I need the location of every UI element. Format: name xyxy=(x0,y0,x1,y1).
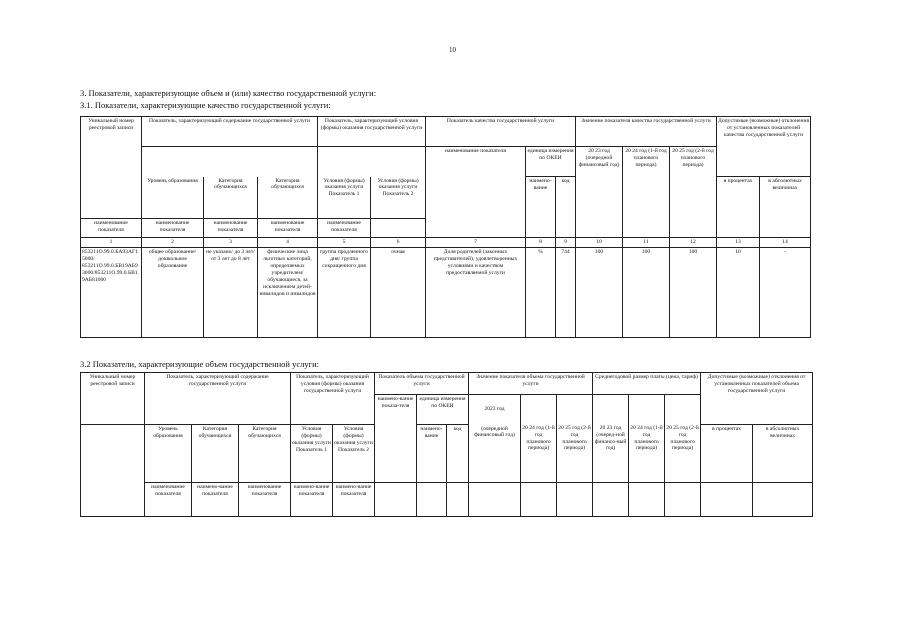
header-quality-indicator: Показатель качества государственной услуги xyxy=(426,117,576,147)
column-number: 12 xyxy=(670,238,717,248)
column-number: 9 xyxy=(556,238,576,248)
header-unit-code: код xyxy=(556,177,576,238)
header-education-level: Уровень образования xyxy=(145,425,192,483)
header-registry-spacer-bottom xyxy=(81,483,145,517)
header-indicator-name-category: наименование показателя xyxy=(142,219,204,238)
header-allowed-deviation: Допустимые (возможные) отклонения от установленных показателей объема государственной услуги xyxy=(701,373,813,425)
section-3-2-heading: 3.2 Показатели, характеризующие объем государственной услуги: xyxy=(80,359,320,369)
header-indicator-name-category-2: наименование показателя xyxy=(239,483,291,517)
header-unit-name: наимено-вание xyxy=(417,425,447,483)
header-content-spacer xyxy=(142,147,318,177)
volume-indicators-table xyxy=(80,372,813,517)
row-student-category: не указано/ до 3 лет/ от 3 лет до 8 лет xyxy=(204,247,258,337)
column-number: 8 xyxy=(526,238,556,248)
row-unit-name: % xyxy=(526,247,556,337)
empty-cell xyxy=(753,483,813,517)
header-conditions-spacer xyxy=(318,147,426,177)
header-indicator-name-cond-2: наимено-вание показателя xyxy=(333,483,375,517)
empty-cell xyxy=(375,483,417,517)
header-fee-2025: 20 25 год (2-й год планового периода) xyxy=(665,395,701,483)
header-indicator-name-level: наименование показателя xyxy=(81,219,142,238)
header-indicator-name-level: наименование показателя xyxy=(145,483,192,517)
header-fee-2023: 20 23 год (очеред-ной финансо-вый год) xyxy=(593,395,629,483)
empty-cell xyxy=(417,483,447,517)
header-fee-2024: 20 24 год (1-й год планового периода) xyxy=(629,395,665,483)
header-value-2023-sub: (очередной финансовый год) xyxy=(469,425,521,483)
header-value-2023: 2023 год xyxy=(469,395,521,425)
page-number: 10 xyxy=(449,46,456,54)
header-year-2024: 20 24 год (1-й год планового периода) xyxy=(623,147,670,238)
header-unit: единица измерения по ОКЕИ xyxy=(526,147,576,177)
empty-cell xyxy=(665,483,701,517)
header-deviation-percent: в процентах xyxy=(701,425,753,483)
empty-cell xyxy=(447,483,469,517)
header-deviation-percent: в процентах xyxy=(717,177,760,238)
column-number: 3 xyxy=(204,238,258,248)
row-indicator: Доля родителей (законных представителей), удовлетворенных условиями и качеством предоставляемой услуги xyxy=(426,247,526,337)
row-value-2024: 100 xyxy=(623,247,670,337)
column-number: 11 xyxy=(623,238,670,248)
header-indicator-name-cond-1: наимено-вание показателя xyxy=(291,483,333,517)
empty-cell xyxy=(557,483,593,517)
header-unit-code: код xyxy=(447,425,469,483)
empty-cell xyxy=(469,483,521,517)
row-value-2023: 100 xyxy=(576,247,623,337)
header-allowed-deviation: Допустимые (возможные) отклонения от установленных показателей качества государственной услуги xyxy=(717,117,811,177)
header-registry-number: Уникальный номер реестровой записи xyxy=(81,117,142,219)
row-condition-1: группа продленного дня/ группа сокращенного дня xyxy=(318,247,371,337)
header-service-content: Показатель, характеризующий содержание государственной услуги xyxy=(142,117,318,147)
empty-cell xyxy=(701,483,753,517)
header-student-category-2: Категория обучающихся xyxy=(239,425,291,483)
header-unit-name: наимено-вание xyxy=(526,177,556,238)
header-service-conditions: Показатель, характеризующий условия (формы) оказания государственной услуги xyxy=(291,373,375,425)
row-registry-number: 853211О.99.0.БА93АГ15000/ 853211О.99.0.БВ19АБ93000/853211О.99.0.БВ19АБ81000 xyxy=(81,247,142,337)
header-service-content: Показатель, характеризующий содержание государственной услуги xyxy=(145,373,291,425)
header-value-2024: 20 24 год (1-й год планового периода) xyxy=(521,395,557,483)
row-student-category-2: физические лица льготных категорий, определяемых учредителем/ обучающиеся, за исключением детей-инвалидов и инвалидов xyxy=(258,247,318,337)
row-unit-code: 744 xyxy=(556,247,576,337)
quality-indicators-table xyxy=(80,116,811,338)
column-number: 7 xyxy=(426,238,526,248)
header-volume-indicator: Показатель объема государственной услуги xyxy=(375,373,469,395)
header-quality-value: Значение показателя качества государственной услуги xyxy=(576,117,717,147)
header-condition-1: Условия (формы) оказания услуги Показатель 1 xyxy=(318,177,371,219)
header-student-category-2: Категория обучающихся xyxy=(258,177,318,219)
column-number: 14 xyxy=(760,238,811,248)
row-condition-2: очная xyxy=(371,247,426,337)
header-year-2025: 20 25 год (2-й год планового периода) xyxy=(670,147,717,238)
header-value-2025: 20 25 год (2-й год планового периода) xyxy=(557,395,593,483)
column-number: 6 xyxy=(371,238,426,248)
empty-cell xyxy=(521,483,557,517)
section-3-heading: 3. Показатели, характеризующие объем и (или) качество государственной услуги: xyxy=(80,88,377,98)
header-unit: единица измерения по ОКЕИ xyxy=(417,395,469,425)
column-number: 13 xyxy=(717,238,760,248)
column-number: 1 xyxy=(81,238,142,248)
column-number: 5 xyxy=(318,238,371,248)
header-volume-value: Значение показателя объема государственной услуги xyxy=(469,373,593,395)
column-number: 2 xyxy=(142,238,204,248)
empty-cell xyxy=(593,483,629,517)
section-3-1-heading: 3.1. Показатели, характеризующие качество государственной услуги: xyxy=(80,100,331,110)
header-deviation-absolute: в абсолютных величинах xyxy=(760,177,811,238)
header-service-conditions: Показатель, характеризующий условия (формы) оказания государственной услуги xyxy=(318,117,426,147)
header-registry-spacer xyxy=(81,425,145,483)
row-deviation-percent: 10 xyxy=(717,247,760,337)
header-indicator-name-cond-2: наименование показателя xyxy=(318,219,371,238)
header-condition-2: Условия (формы) оказания услуги Показатель 2 xyxy=(371,177,426,219)
header-condition-1: Условия (формы) оказания услуги Показатель 1 xyxy=(291,425,333,483)
header-deviation-absolute: в абсолютных величинах xyxy=(753,425,813,483)
header-indicator-name-cond-1: наименование показателя xyxy=(258,219,318,238)
row-education-level: общее образование/ дошкольное образование xyxy=(142,247,204,337)
header-indicator-name-category-2: наименование показателя xyxy=(204,219,258,238)
header-student-category: Категория обучающихся xyxy=(192,425,239,483)
header-year-2023: 20 23 год (очередной финансовый год) xyxy=(576,147,623,238)
header-registry-number: Уникальный номер реестровой записи xyxy=(81,373,145,425)
row-value-2025: 100 xyxy=(670,247,717,337)
header-indicator-name-category: наимено-вание показателя xyxy=(192,483,239,517)
header-average-fee: Среднегодовой размер платы (цена, тариф) xyxy=(593,373,701,395)
header-indicator-name: наимено-вание показа-теля xyxy=(375,395,417,483)
header-condition-2: Условия (формы) оказания услуги Показатель 2 xyxy=(333,425,375,483)
header-education-level: Уровень образования xyxy=(142,177,204,219)
header-indicator-name: наименование показателя xyxy=(426,147,526,238)
column-number: 10 xyxy=(576,238,623,248)
header-student-category: Категория обучающихся xyxy=(204,177,258,219)
column-number: 4 xyxy=(258,238,318,248)
empty-cell xyxy=(629,483,665,517)
row-deviation-absolute: - xyxy=(760,247,811,337)
